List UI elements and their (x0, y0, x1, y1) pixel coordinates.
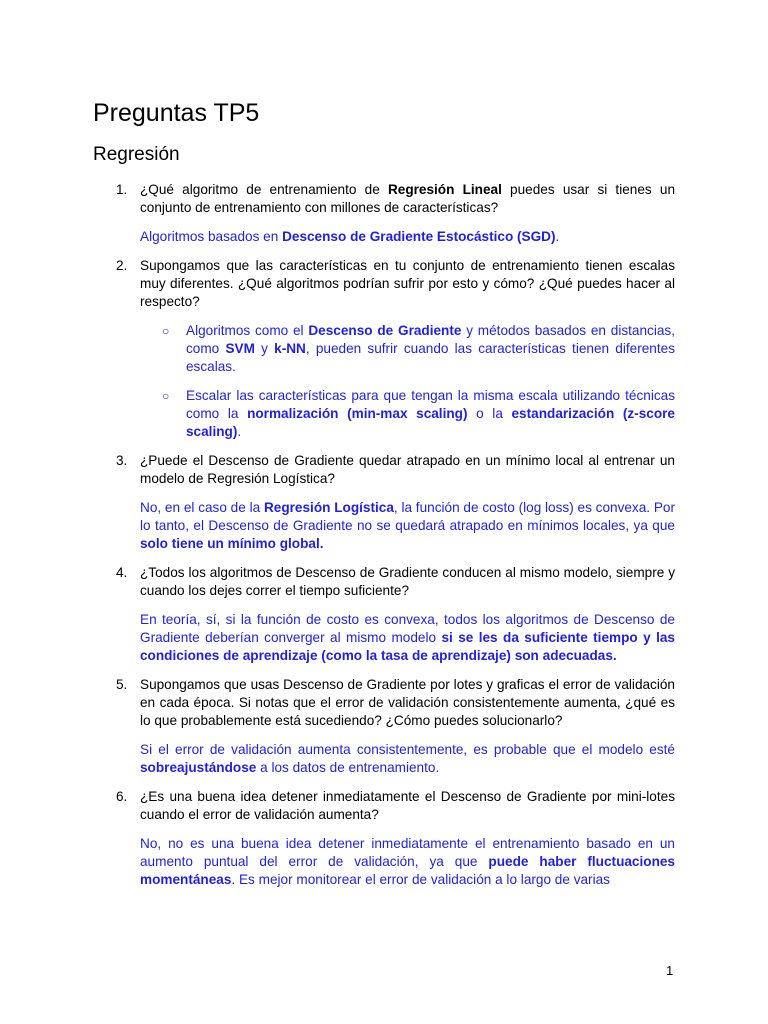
page-number: 1 (666, 963, 674, 978)
answer-text: Si el error de validación aumenta consistentemente, es probable que el modelo esté sobreajustándose a los datos de entrenamiento. (140, 742, 675, 775)
answer-text: En teoría, sí, si la función de costo es convexa, todos los algoritmos de Descenso de Gradiente deberían converger al mismo modelo si se les da suficiente tiempo y las condiciones de aprendizaje (como la tasa de aprendizaje) son adecuadas. (140, 612, 675, 663)
circle-bullet-icon: ○ (162, 389, 170, 403)
section-heading: Regresión (93, 144, 180, 165)
question-item-1 (93, 181, 675, 246)
question-text: ¿Es una buena idea detener inmediatamente el Descenso de Gradiente por mini-lotes cuando el error de validación aumenta? (140, 789, 675, 822)
question-number: 4. (116, 565, 128, 580)
question-text: Supongamos que usas Descenso de Gradiente por lotes y graficas el error de validación en cada época. Si notas que el error de validación consistentemente aumenta, ¿qué es lo que probablemente está sucediendo? ¿Cómo puedes solucionarlo? (140, 677, 675, 728)
question-item-6 (93, 788, 675, 889)
answer-text: Algoritmos basados en Descenso de Gradiente Estocástico (SGD). (140, 229, 560, 244)
answer-bullet-2: ○ Escalar las características para que tengan la misma escala utilizando técnicas como la normalización (min-max scaling) o la estandarización (z-score scaling). (162, 388, 675, 439)
page-title: Preguntas TP5 (93, 99, 260, 127)
question-number: 2. (116, 258, 128, 273)
question-number: 1. (116, 182, 128, 197)
question-text: ¿Qué algoritmo de entrenamiento de Regresión Lineal puedes usar si tienes un conjunto de entrenamiento con millones de características? (140, 182, 676, 215)
answer-text: No, no es una buena idea detener inmediatamente el entrenamiento basado en un aumento puntual del error de validación, ya que puede haber fluctuaciones momentáneas. Es mejor monitorear el error de validación a lo largo de varias (140, 836, 675, 887)
circle-bullet-icon: ○ (162, 324, 170, 338)
question-text: ¿Puede el Descenso de Gradiente quedar atrapado en un mínimo local al entrenar un modelo de Regresión Logística? (140, 453, 675, 486)
question-text: Supongamos que las características en tu conjunto de entrenamiento tienen escalas muy diferentes. ¿Qué algoritmos podrían sufrir por esto y cómo? ¿Qué puedes hacer al respecto? (140, 258, 675, 309)
answer-text: No, en el caso de la Regresión Logística, la función de costo (log loss) es convexa. Por lo tanto, el Descenso de Gradiente no se quedará atrapado en mínimos locales, ya que solo tiene un mínimo global. (140, 500, 675, 551)
question-item-5 (93, 676, 675, 777)
question-number: 6. (116, 789, 128, 804)
question-number: 3. (116, 453, 128, 468)
question-number: 5. (116, 677, 128, 692)
answer-bullet-1: ○ Algoritmos como el Descenso de Gradiente y métodos basados en distancias, como SVM y k-NN, pueden sufrir cuando las características tienen diferentes escalas. (162, 323, 675, 374)
question-item-2 (93, 257, 675, 441)
question-item-3 (93, 452, 675, 553)
question-list (93, 181, 675, 900)
question-item-4 (93, 564, 675, 665)
question-text: ¿Todos los algoritmos de Descenso de Gradiente conducen al mismo modelo, siempre y cuando los dejes correr el tiempo suficiente? (140, 565, 675, 598)
